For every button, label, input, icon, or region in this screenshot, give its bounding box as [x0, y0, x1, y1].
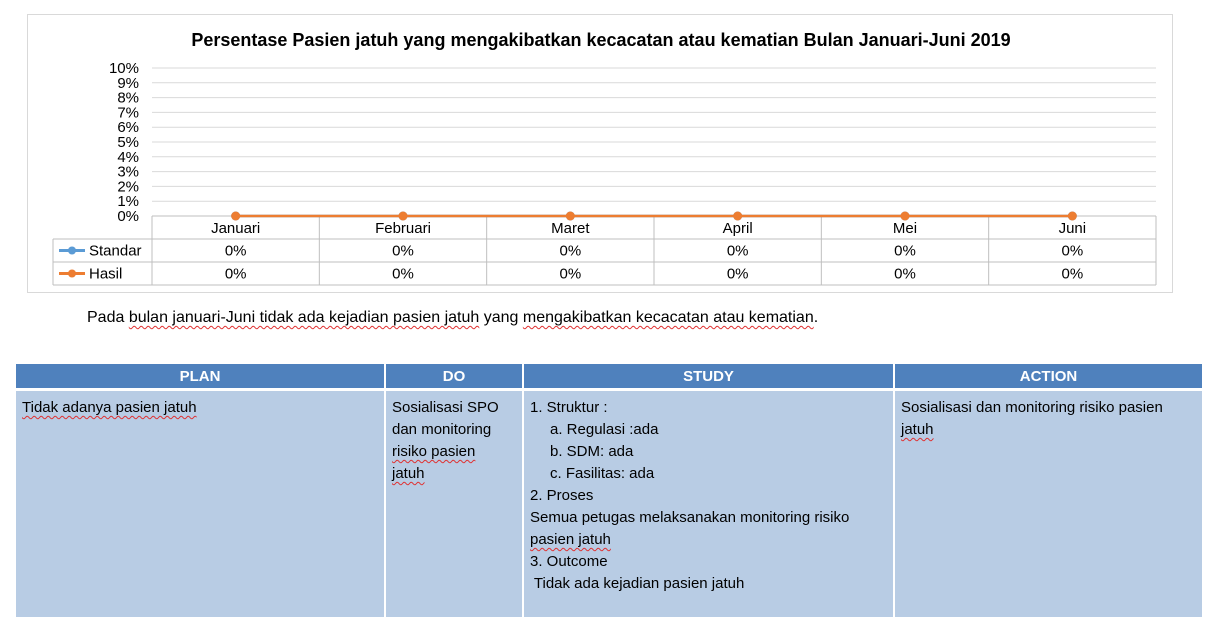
table-header-row — [16, 364, 1202, 390]
data-cell: 0% — [392, 266, 414, 283]
y-tick-label: 4% — [117, 149, 139, 166]
action-cell — [894, 390, 1202, 617]
x-category-label: April — [723, 220, 753, 237]
note-segment: mengakibatkan kecacatan atau kematian — [523, 309, 814, 326]
summary-note — [87, 309, 818, 327]
do-line: Sosialisasi SPO — [392, 397, 516, 419]
legend-marker — [68, 247, 76, 255]
x-category-label: Mei — [893, 220, 917, 237]
do-line: dan monitoring — [392, 419, 516, 441]
chart-data-table — [53, 216, 1156, 285]
chart-title: Persentase Pasien jatuh yang mengakibatkan kecacatan atau kematian Bulan Januari-Juni 2019 — [191, 30, 1010, 50]
data-point-hasil — [901, 212, 910, 221]
study-line: b. SDM: ada — [530, 441, 887, 463]
x-category-label: Januari — [211, 220, 260, 237]
study-line: pasien jatuh — [530, 529, 611, 551]
note-segment: bulan januari-Juni tidak ada kejadian pasien jatuh — [129, 309, 479, 326]
x-category-label: Maret — [551, 220, 590, 237]
header-do: DO — [385, 364, 523, 390]
legend-label: Standar — [89, 243, 142, 260]
y-tick-label: 10% — [109, 60, 139, 77]
study-line: 1. Struktur : — [530, 397, 887, 419]
note-segment: yang — [479, 309, 523, 326]
data-cell: 0% — [727, 243, 749, 260]
data-cell: 0% — [559, 266, 581, 283]
study-line: a. Regulasi :ada — [530, 419, 887, 441]
y-tick-label: 8% — [117, 90, 139, 107]
data-cell: 0% — [1061, 266, 1083, 283]
note-segment: . — [814, 309, 818, 326]
action-line: Sosialisasi dan monitoring risiko pasien — [901, 397, 1196, 419]
data-point-hasil — [231, 212, 240, 221]
y-axis-ticks — [109, 60, 139, 225]
study-line: Semua petugas melaksanakan monitoring risiko — [530, 507, 887, 529]
study-cell — [523, 390, 894, 617]
do-cell — [385, 390, 523, 617]
action-line: jatuh — [901, 419, 934, 441]
data-cell: 0% — [1061, 243, 1083, 260]
data-cell: 0% — [225, 266, 247, 283]
legend-marker — [68, 270, 76, 278]
data-cell: 0% — [392, 243, 414, 260]
line-chart — [28, 15, 1174, 294]
pdsa-table — [16, 364, 1202, 617]
y-tick-label: 5% — [117, 134, 139, 151]
study-line: 3. Outcome — [530, 551, 887, 573]
data-cell: 0% — [894, 266, 916, 283]
chart-gridlines — [152, 68, 1156, 201]
y-tick-label: 7% — [117, 104, 139, 121]
x-category-label: Juni — [1059, 220, 1087, 237]
legend-label: Hasil — [89, 266, 122, 283]
y-tick-label: 9% — [117, 75, 139, 92]
y-tick-label: 0% — [117, 208, 139, 225]
data-cell: 0% — [727, 266, 749, 283]
do-line: jatuh — [392, 463, 516, 485]
data-point-hasil — [733, 212, 742, 221]
do-line: risiko pasien — [392, 441, 516, 463]
study-line: c. Fasilitas: ada — [530, 463, 887, 485]
study-line: Tidak ada kejadian pasien jatuh — [530, 573, 887, 595]
y-tick-label: 2% — [117, 178, 139, 195]
header-study: STUDY — [523, 364, 894, 390]
chart-area — [27, 14, 1173, 293]
data-point-hasil — [566, 212, 575, 221]
data-cell: 0% — [559, 243, 581, 260]
data-point-hasil — [1068, 212, 1077, 221]
y-tick-label: 3% — [117, 164, 139, 181]
data-point-hasil — [399, 212, 408, 221]
y-tick-label: 6% — [117, 119, 139, 136]
header-plan: PLAN — [16, 364, 385, 390]
plan-cell — [16, 390, 385, 617]
table-row — [16, 390, 1202, 617]
study-line: 2. Proses — [530, 485, 887, 507]
data-cell: 0% — [225, 243, 247, 260]
note-segment: Pada — [87, 309, 129, 326]
plan-text: Tidak adanya pasien jatuh — [22, 399, 197, 416]
x-category-label: Februari — [375, 220, 431, 237]
data-cell: 0% — [894, 243, 916, 260]
header-action: ACTION — [894, 364, 1202, 390]
y-tick-label: 1% — [117, 193, 139, 210]
